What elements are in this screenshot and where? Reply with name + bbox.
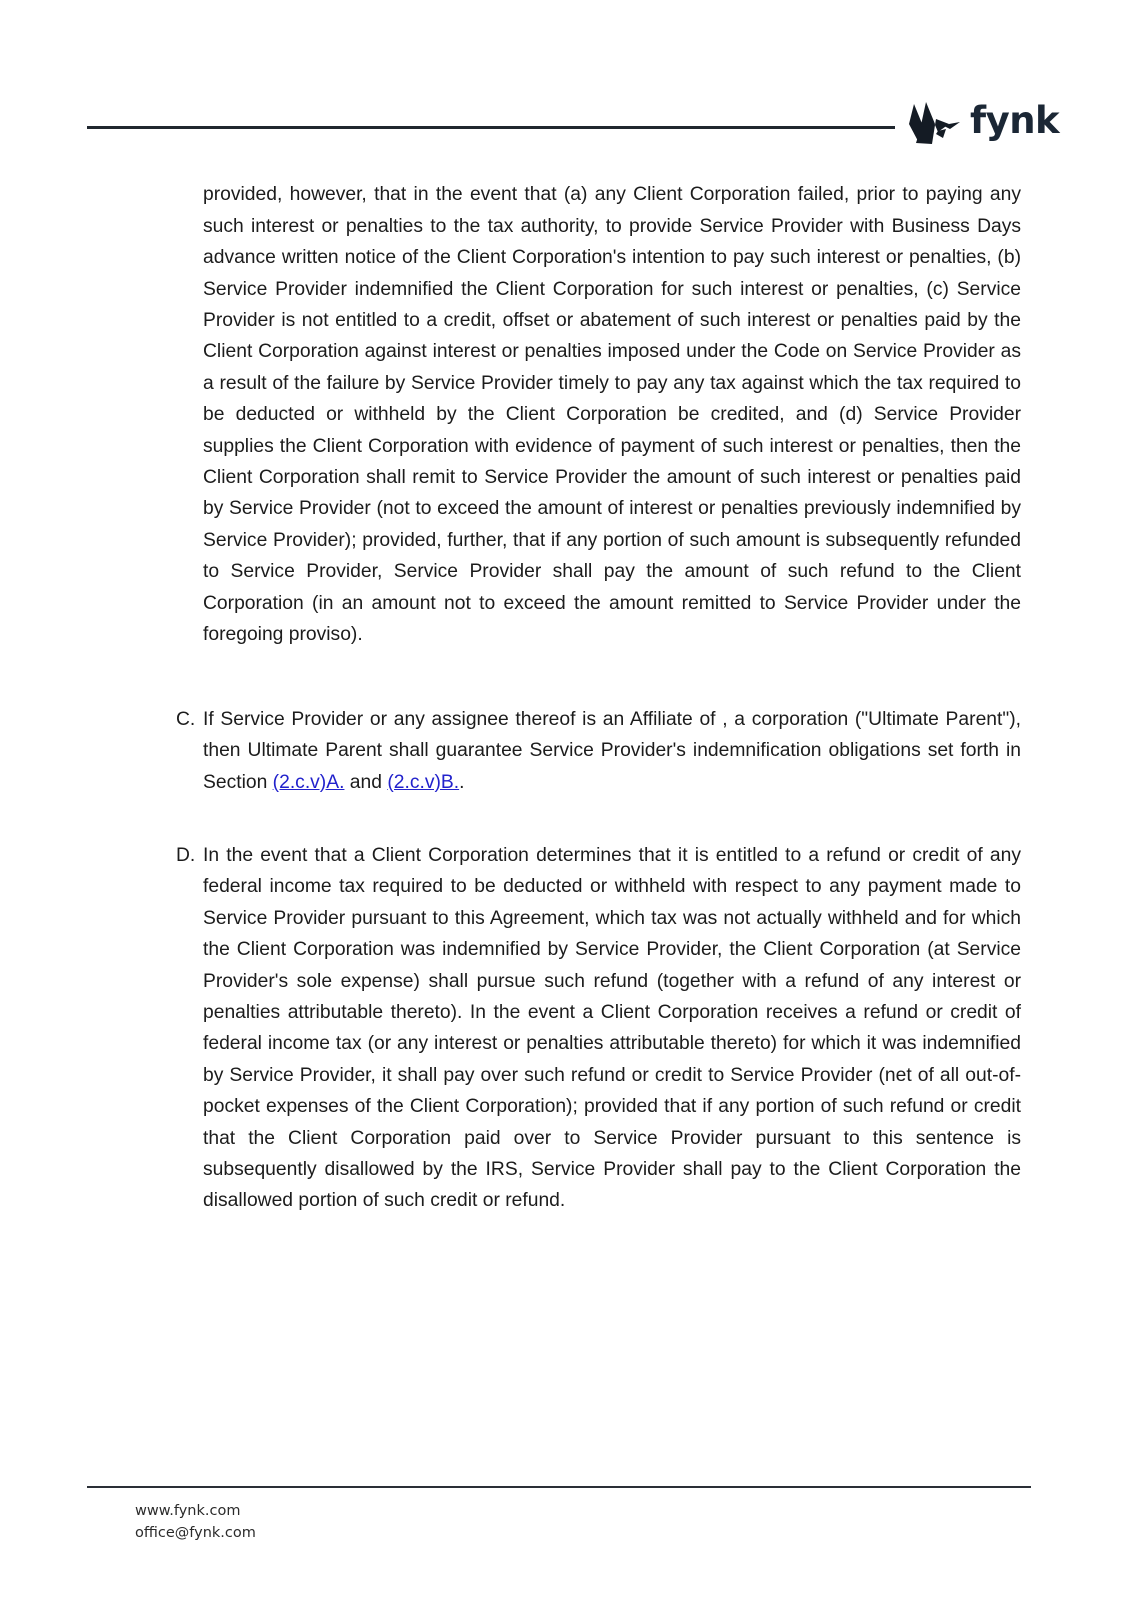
footer-website: www.fynk.com [135, 1503, 241, 1519]
list-item-c-body [203, 704, 1021, 798]
origami-crane-icon [902, 96, 964, 148]
item-c-text-mid: and [344, 771, 388, 793]
brand-wordmark: fynk [970, 98, 1060, 142]
footer-divider [87, 1486, 1031, 1488]
footer-contact [135, 1500, 256, 1544]
section-link-2cvA[interactable]: (2.c.v)A. [272, 771, 345, 793]
header-divider [87, 126, 895, 129]
item-c-text-lead: If Service Provider or any assignee thereof is an Affiliate of , a corporation ("Ultimate Parent"), then Ultimate Parent shall guarantee Service Provider's indemnification obligations set forth in Section [203, 709, 1021, 793]
list-item-d [176, 840, 1021, 1217]
page-footer [0, 1470, 1131, 1600]
list-item-c [176, 704, 1021, 798]
section-link-2cvB[interactable]: (2.c.v)B. [387, 771, 460, 793]
intro-paragraph: provided, however, that in the event that (a) any Client Corporation failed, prior to paying any such interest or penalties to the tax authority, to provide Service Provider with Business Days advance written notice of the Client Corporation's intention to pay such interest or penalties, (b) Service Provider indemnified the Client Corporation for such interest or penalties, (c) Service Provider is not entitled to a credit, offset or abatement of such interest or penalties paid by the Client Corporation against interest or penalties imposed under the Code on Service Provider as a result of the failure by Service Provider timely to pay any tax against which the tax required to be deducted or withheld by the Client Corporation be credited, and (d) Service Provider supplies the Client Corporation with evidence of payment of such interest or penalties, then the Client Corporation shall remit to Service Provider the amount of such interest or penalties paid by Service Provider (not to exceed the amount of interest or penalties previously indemnified by Service Provider); provided, further, that if any portion of such amount is subsequently refunded to Service Provider, Service Provider shall pay the amount of such refund to the Client Corporation (in an amount not to exceed the amount remitted to Service Provider under the foregoing proviso). [203, 184, 1021, 645]
list-marker-d: D. [176, 845, 196, 866]
page-header [0, 0, 1131, 160]
footer-email: office@fynk.com [135, 1525, 256, 1541]
list-item-d-body: In the event that a Client Corporation determines that it is entitled to a refund or credit of any federal income tax required to be deducted or withheld with respect to any payment made to Service Provider pursuant to this Agreement, which tax was not actually withheld and for which the Client Corporation was indemnified by Service Provider, the Client Corporation (at Service Provider's sole expense) shall pursue such refund (together with a refund of any interest or penalties attributable thereto). In the event a Client Corporation receives a refund or credit of federal income tax (or any interest or penalties attributable thereto) for which it was indemnified by Service Provider, it shall pay over such refund or credit to Service Provider (net of all out-of-pocket expenses of the Client Corporation); provided that if any portion of such refund or credit that the Client Corporation paid over to Service Provider pursuant to this sentence is subsequently disallowed by the IRS, Service Provider shall pay to the Client Corporation the disallowed portion of such credit or refund. [203, 845, 1021, 1212]
list-marker-c: C. [176, 709, 196, 730]
brand-logo [902, 96, 1059, 148]
item-c-text-tail: . [459, 771, 465, 793]
